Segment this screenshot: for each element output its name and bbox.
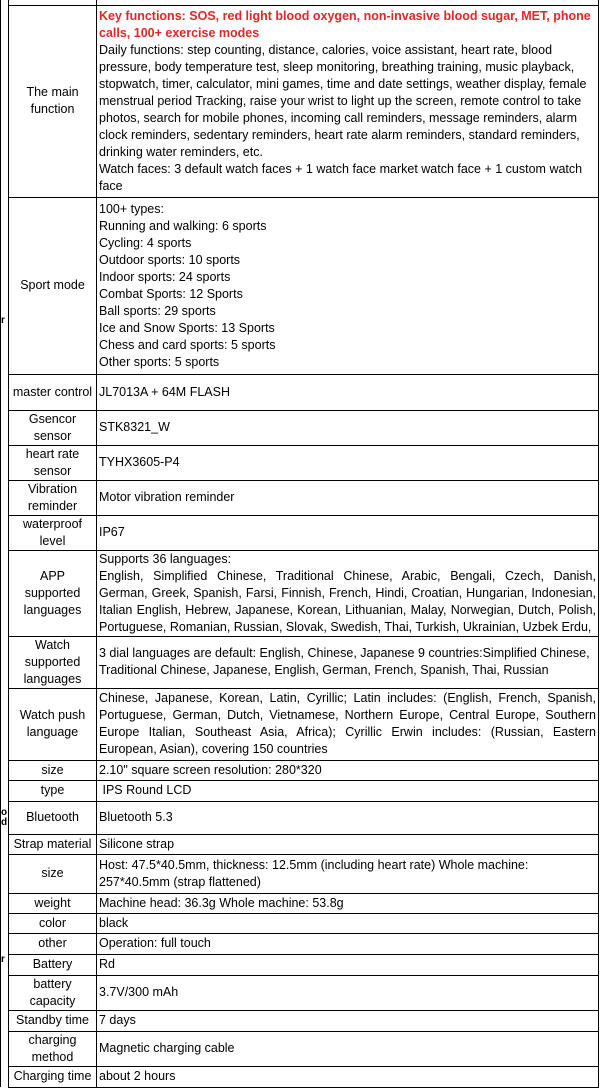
edge-cell	[1, 5, 9, 197]
row-label: Watch supported languages	[9, 636, 97, 688]
row-label: type	[9, 780, 97, 801]
row-value	[97, 550, 599, 636]
row-label: heart rate sensor	[9, 445, 97, 480]
row-label: battery capacity	[9, 975, 97, 1010]
row-value: IPS Round LCD	[97, 780, 599, 801]
sport-line: Ball sports: 29 sports	[99, 303, 216, 318]
row-value: about 2 hours	[97, 1066, 599, 1087]
row-label: size	[9, 760, 97, 780]
row-value: JL7013A + 64M FLASH	[97, 374, 599, 410]
sport-line: Outdoor sports: 10 sports	[99, 252, 241, 267]
side-mark: o d	[1, 806, 8, 828]
row-label: The main function	[9, 5, 97, 197]
row-label: waterproof level	[9, 515, 97, 550]
side-mark: r	[1, 314, 5, 326]
daily-functions-text: Daily functions: step counting, distance, calories, voice assistant, heart rate, blood pressure, body temperature test, sleep monitoring, breathing training, music playback, stopwatch, timer, calculator, mini games, time and date settings, weather display, female menstrual period Tracking, raise your wrist to light up the screen, remote control to take photos, search for mobile phones, incoming call reminders, message reminders, alarm clock reminders, sedentary reminders, heart rate alarm reminders, standard reminders, drinking water reminders, etc.	[99, 42, 587, 159]
row-value: Chinese, Japanese, Korean, Latin, Cyrillic; Latin includes: (English, French, Spanish, Portuguese, German, Dutch, Vietnamese, Northern Europe, Central Europe, Southern Europe Italian, Southeast Asia, Africa); Cyrillic Erwin includes: (Russian, Eastern European, Asian), covering 150 countries	[97, 688, 599, 760]
edge-cell	[1, 197, 9, 374]
sport-line: Other sports: 5 sports	[99, 354, 220, 369]
sport-line: Running and walking: 6 sports	[99, 218, 267, 233]
row-value: 7 days	[97, 1010, 599, 1031]
row-label: charging method	[9, 1031, 97, 1066]
app-languages-list: English, Simplified Chinese, Traditional Chinese, Arabic, Bengali, Czech, Danish, German, Greek, Spanish, Farsi, Finnish, French, Hindi, Croatian, Hungarian, Indonesian, Italian English, Hebrew, Japanese, Korean, Lithuanian, Malay, Norwegian, Dutch, Polish, Portuguese, Romanian, Russian, Slovak, Swedish, Thai, Turkish, Ukrainian, Uzbek Erdu,	[99, 568, 596, 634]
row-label: Sport mode	[9, 197, 97, 374]
row-value: 3.7V/300 mAh	[97, 975, 599, 1010]
row-value: Host: 47.5*40.5mm, thickness: 12.5mm (including heart rate) Whole machine: 257*40.5mm (strap flattened)	[97, 854, 599, 893]
row-label: Charging time	[9, 1066, 97, 1087]
row-value: Rd	[97, 954, 599, 975]
row-value: 3 dial languages are default: English, Chinese, Japanese 9 countries:Simplified Chinese, Traditional Chinese, Japanese, English, German, French, Spanish, Thai, Russian	[97, 636, 599, 688]
row-value: Machine head: 36.3g Whole machine: 53.8g	[97, 893, 599, 913]
row-label: weight	[9, 893, 97, 913]
key-functions-text: Key functions: SOS, red light blood oxygen, non-invasive blood sugar, MET, phone calls, 100+ exercise modes	[99, 8, 591, 40]
sport-line: Indoor sports: 24 sports	[99, 269, 231, 284]
row-label: APP supported languages	[9, 550, 97, 636]
row-value: STK8321_W	[97, 410, 599, 445]
row-value: Magnetic charging cable	[97, 1031, 599, 1066]
row-label: size	[9, 854, 97, 893]
row-label: Watch push language	[9, 688, 97, 760]
row-value: Bluetooth 5.3	[97, 801, 599, 834]
row-value	[97, 5, 599, 197]
app-languages-head: Supports 36 languages:	[99, 551, 232, 566]
row-label: Gsencor sensor	[9, 410, 97, 445]
row-label: Strap material	[9, 834, 97, 854]
row-value: Operation: full touch	[97, 933, 599, 954]
side-mark: r	[1, 954, 5, 965]
row-value	[97, 197, 599, 374]
row-value: IP67	[97, 515, 599, 550]
row-value: TYHX3605-P4	[97, 445, 599, 480]
row-label: Bluetooth	[9, 801, 97, 834]
row-label: Standby time	[9, 1010, 97, 1031]
sport-line: Chess and card sports: 5 sports	[99, 337, 276, 352]
sport-line: 100+ types:	[99, 201, 164, 216]
row-value: 2.10" square screen resolution: 280*320	[97, 760, 599, 780]
row-value: Silicone strap	[97, 834, 599, 854]
sport-line: Ice and Snow Sports: 13 Sports	[99, 320, 275, 335]
row-label: Battery	[9, 954, 97, 975]
sport-line: Combat Sports: 12 Sports	[99, 286, 243, 301]
row-value: black	[97, 913, 599, 933]
row-label: master control	[9, 374, 97, 410]
row-value: Motor vibration reminder	[97, 480, 599, 515]
watch-faces-text: Watch faces: 3 default watch faces + 1 watch face market watch face + 1 custom watch face	[99, 161, 583, 193]
row-label: Vibration reminder	[9, 480, 97, 515]
sport-line: Cycling: 4 sports	[99, 235, 192, 250]
row-label: color	[9, 913, 97, 933]
row-label: other	[9, 933, 97, 954]
